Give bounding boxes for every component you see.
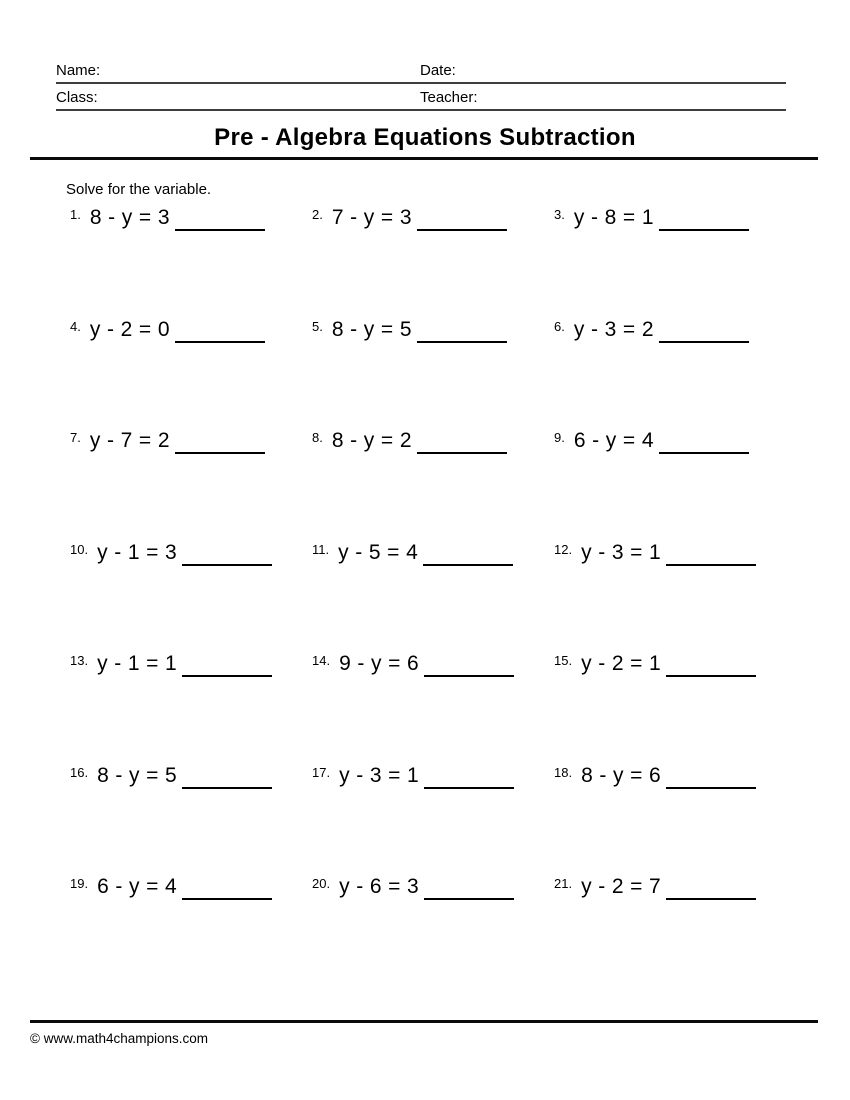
problem-number: 15. [554,653,573,668]
answer-blank [424,898,514,900]
problem-number: 13. [70,653,89,668]
problem-equation: y - 2 = 7 [581,875,662,898]
answer-blank [666,787,756,789]
problem-equation: 6 - y = 4 [573,429,654,452]
problem-number: 17. [312,764,331,780]
answer-blank [659,452,749,454]
problem-item [548,762,790,874]
problem-equation: y - 1 = 1 [97,652,178,675]
problem-equation: 8 - y = 2 [331,429,412,452]
answer-blank [175,229,265,231]
answer-blank [659,229,749,231]
problem-item [548,650,790,762]
problem-equation: y - 3 = 2 [573,317,654,341]
page-title: Pre - Algebra Equations Subtraction [214,124,636,151]
date-label: Date: [420,62,456,79]
answer-blank [666,675,756,677]
problem-item [64,873,306,985]
problem-item [548,873,790,985]
answer-blank [424,675,514,677]
problem-item [306,316,548,428]
problem-equation: y - 6 = 3 [339,875,420,898]
problem-number: 8. [312,430,323,445]
problem-equation: y - 1 = 3 [97,540,178,564]
problem-number: 4. [70,318,81,334]
answer-blank [182,675,272,677]
problem-equation: y - 7 = 2 [89,429,170,452]
problem-item [306,762,548,874]
problem-number: 5. [312,318,323,334]
problem-item [64,762,306,874]
problem-item [306,539,548,651]
problem-number: 3. [554,207,565,222]
answer-blank [175,452,265,454]
instruction-text: Solve for the variable. [66,181,212,198]
copyright-text: © www.math4champions.com [30,1031,209,1046]
answer-blank [417,229,507,231]
answer-blank [666,564,756,566]
answer-blank [666,898,756,900]
page-footer [30,1020,818,1046]
name-label: Name: [56,62,101,79]
problem-item [548,539,790,651]
answer-blank [423,564,513,566]
problem-equation: 6 - y = 4 [97,875,178,898]
problem-equation: y - 5 = 4 [338,540,419,564]
problem-item [306,204,548,316]
problem-item [548,427,790,539]
answer-blank [175,341,265,343]
class-teacher-row [56,89,786,111]
problem-item [64,427,306,539]
problem-equation: 8 - y = 6 [581,763,662,787]
worksheet-header [56,62,786,111]
problem-item [306,650,548,762]
problem-number: 11. [312,541,330,557]
problem-equation: 8 - y = 3 [89,206,170,229]
answer-blank [424,787,514,789]
problem-item [306,427,548,539]
problem-equation: 8 - y = 5 [331,317,412,341]
answer-blank [182,564,272,566]
name-date-row [56,62,786,84]
problem-number: 2. [312,207,323,222]
problem-equation: 7 - y = 3 [331,206,412,229]
problem-number: 19. [70,876,89,891]
problem-item [64,650,306,762]
problems-grid [64,204,790,985]
problem-equation: 9 - y = 6 [339,652,420,675]
problem-number: 7. [70,430,81,445]
problem-number: 21. [554,876,573,891]
problem-number: 6. [554,318,565,334]
problem-equation: y - 3 = 1 [581,540,662,564]
problem-item [64,539,306,651]
problem-equation: y - 2 = 1 [581,652,662,675]
title-divider [30,157,818,160]
problem-number: 20. [312,876,331,891]
teacher-label: Teacher: [420,89,478,106]
problem-item [306,873,548,985]
answer-blank [417,341,507,343]
problem-item [548,316,790,428]
problem-equation: y - 2 = 0 [89,317,170,341]
problem-number: 14. [312,653,331,668]
answer-blank [182,787,272,789]
problem-number: 12. [554,541,573,557]
problem-number: 1. [70,207,81,222]
problem-number: 16. [70,764,89,780]
answer-blank [182,898,272,900]
problem-number: 18. [554,764,573,780]
problem-number: 10. [70,541,89,557]
problem-equation: y - 3 = 1 [339,763,420,787]
problem-item [64,316,306,428]
problem-item [548,204,790,316]
problem-number: 9. [554,430,565,445]
answer-blank [417,452,507,454]
problem-equation: 8 - y = 5 [97,763,178,787]
problem-item [64,204,306,316]
answer-blank [659,341,749,343]
problem-equation: y - 8 = 1 [573,206,654,229]
class-label: Class: [56,89,98,106]
